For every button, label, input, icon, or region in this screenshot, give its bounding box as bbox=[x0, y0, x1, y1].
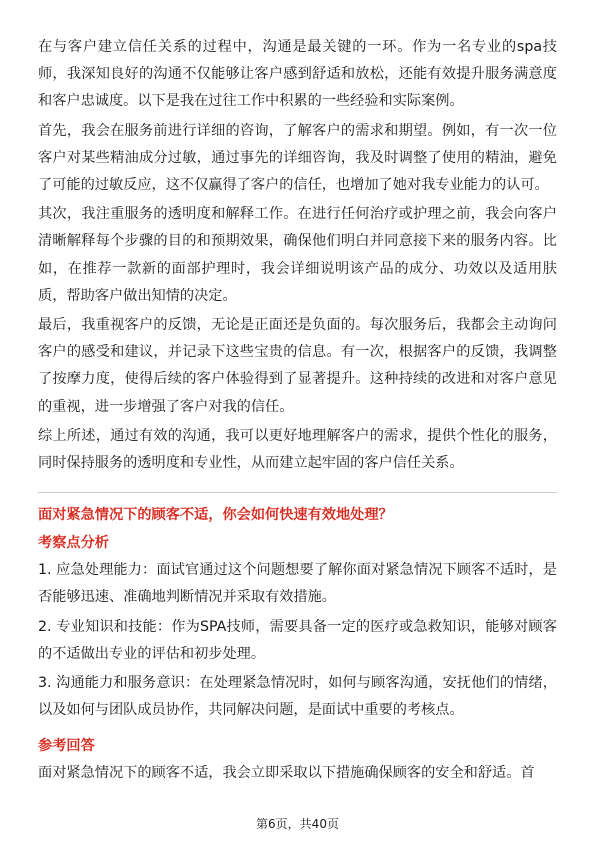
analysis-item-3: 3. 沟通能力和服务意识：在处理紧急情况时，如何与顾客沟通，安抚他们的情绪，以及如何与团队成员协作，共同解决问题，是面试中重要的考核点。 bbox=[38, 675, 557, 719]
analysis-heading: 考察点分析 bbox=[38, 535, 109, 552]
analysis-item-2: 2. 专业知识和技能：作为SPA技师，需要具备一定的医疗或急救知识，能够对顾客的不适做出专业的评估和初步处理。 bbox=[38, 618, 557, 662]
intro-paragraph-4: 最后，我重视客户的反馈，无论是正面还是负面的。每次服务后，我都会主动询问客户的感受和建议，并记录下这些宝贵的信息。有一次，根据客户的反馈，我调整了按摩力度，使得后续的客户体验得到了显著提升。这种持续的改进和对客户意见的重视，进一步增强了客户对我的信任。 bbox=[38, 317, 557, 415]
answer-heading: 参考回答 bbox=[38, 738, 95, 755]
intro-paragraph-3: 其次，我注重服务的透明度和解释工作。在进行任何治疗或护理之前，我会向客户清晰解释每个步骤的目的和预期效果，确保他们明白并同意接下来的服务内容。比如，在推荐一款新的面部护理时，我会详细说明该产品的成分、功效以及适用肤质，帮助客户做出知情的决定。 bbox=[38, 206, 557, 304]
page-number: 第6页，共40页 bbox=[256, 817, 339, 831]
analysis-item-1: 1. 应急处理能力：面试官通过这个问题想要了解你面对紧急情况下顾客不适时，是否能够迅速、准确地判断情况并采取有效措施。 bbox=[38, 562, 557, 606]
intro-paragraph-2: 首先，我会在服务前进行详细的咨询，了解客户的需求和期望。例如，有一次一位客户对某些精油成分过敏，通过事先的详细咨询，我及时调整了使用的精油，避免了可能的过敏反应，这不仅赢得了客户的信任，也增加了她对我专业能力的认可。 bbox=[38, 122, 557, 194]
intro-paragraph-1: 在与客户建立信任关系的过程中，沟通是最关键的一环。作为一名专业的spa技师，我深知良好的沟通不仅能够让客户感到舒适和放松，还能有效提升服务满意度和客户忠诚度。以下是我在过往工作中积累的一些经验和实际案例。 bbox=[38, 39, 557, 110]
question-title: 面对紧急情况下的顾客不适，你会如何快速有效地处理？ bbox=[38, 507, 393, 524]
intro-paragraph-5: 综上所述，通过有效的沟通，我可以更好地理解客户的需求，提供个性化的服务，同时保持服务的透明度和专业性，从而建立起牢固的客户信任关系。 bbox=[38, 427, 557, 472]
answer-paragraph: 面对紧急情况下的顾客不适，我会立即采取以下措施确保顾客的安全和舒适。首 bbox=[38, 765, 535, 782]
section-divider bbox=[38, 492, 557, 493]
